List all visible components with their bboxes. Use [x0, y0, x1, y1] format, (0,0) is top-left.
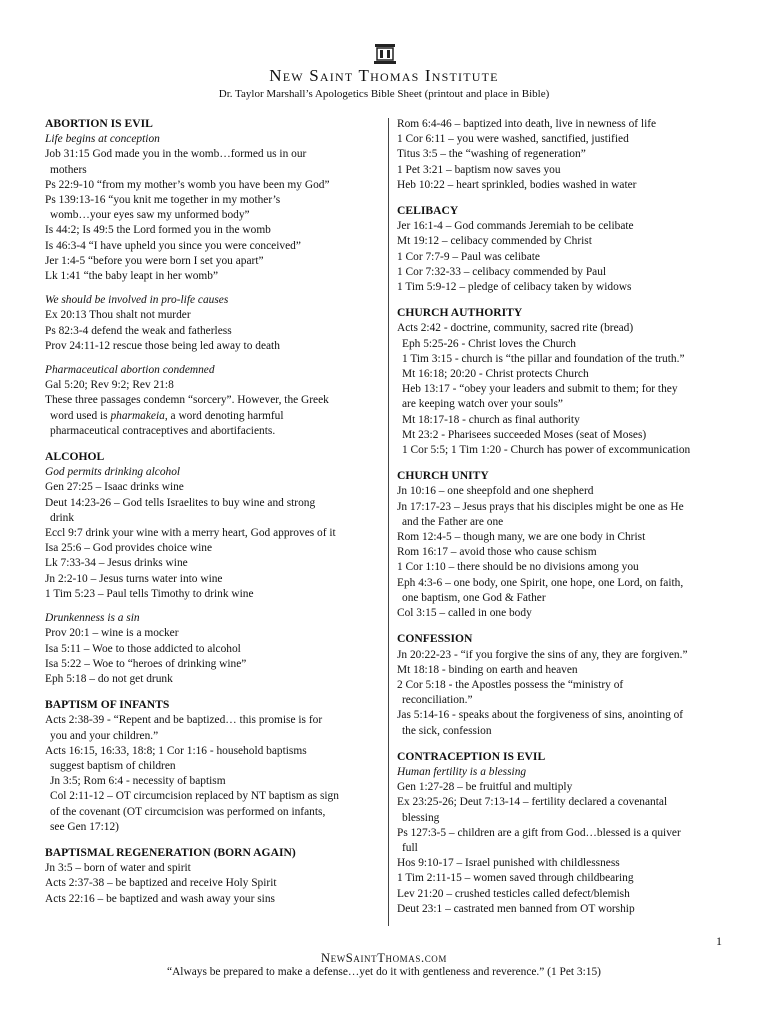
verse-line: Eccl 9:7 drink your wine with a merry heart, God approves of it: [45, 527, 336, 540]
verse-line: [45, 409, 380, 424]
verse-line: reconciliation.”: [402, 694, 473, 707]
verse-list: [45, 424, 380, 439]
verse-line: Hos 9:10-17 – Israel punished with childlessness: [397, 857, 620, 870]
verse-line: Deut 23:1 – castrated men banned from OT worship: [397, 902, 635, 915]
section-church-unity: [397, 468, 727, 621]
section-baptismal-regeneration: [45, 845, 380, 907]
subheading: Life begins at conception: [45, 133, 160, 146]
verse-line: Lev 21:20 – crushed testicles called defect/blemish: [397, 887, 630, 900]
section-heading: CONFESSION: [397, 632, 473, 646]
verse-line: one baptism, one God & Father: [402, 591, 546, 604]
verse-line: Jn 2:2-10 – Jesus turns water into wine: [45, 572, 223, 585]
verse-line: Ps 127:3-5 – children are a gift from God…blessed is a quiver: [397, 826, 681, 839]
verse-line: are keeping watch over your souls”: [402, 398, 563, 411]
verse-list: [45, 480, 380, 602]
verse-line: Col 2:11-12 – OT circumcision replaced by NT baptism as sign: [50, 790, 339, 803]
verse-line: Mt 23:2 - Pharisees succeeded Moses (seat of Moses): [402, 428, 647, 441]
verse-line: Gen 27:25 – Isaac drinks wine: [45, 481, 184, 494]
verse-line: Jn 17:17-23 – Jesus prays that his disciples might be one as He: [397, 500, 684, 513]
verse-line: Jer 16:1-4 – God commands Jeremiah to be celibate: [397, 220, 634, 233]
verse-line: 1 Tim 5:9-12 – pledge of celibacy taken by widows: [397, 281, 632, 294]
verse-line: 1 Tim 3:15 - church is “the pillar and foundation of the truth.”: [402, 352, 685, 365]
verse-line: 1 Cor 7:7-9 – Paul was celibate: [397, 250, 540, 263]
verse-line: Mt 16:18; 20:20 - Christ protects Church: [402, 368, 589, 381]
greek-word: pharmakeia: [110, 409, 165, 422]
verse-line: Job 31:15 God made you in the womb…formed us in our: [45, 148, 307, 161]
verse-line: Jer 1:4-5 “before you were born I set you apart”: [45, 254, 264, 267]
verse-line: Acts 2:38-39 - “Repent and be baptized… this promise is for: [45, 714, 323, 727]
section-confession: [397, 631, 727, 738]
subheading: Pharmaceutical abortion condemned: [45, 364, 215, 377]
verse-line: Ps 139:13-16 “you knit me together in my mother’s: [45, 194, 281, 207]
verse-line: Mt 19:12 – celibacy commended by Christ: [397, 235, 592, 248]
verse-list: [45, 308, 380, 354]
verse-line: Rom 6:4-46 – baptized into death, live in newness of life: [397, 118, 657, 130]
verse-line: Lk 1:41 “the baby leapt in her womb”: [45, 270, 219, 283]
column-divider: [388, 118, 389, 926]
verse-line: Prov 20:1 – wine is a mocker: [45, 627, 179, 640]
verse-list: [45, 626, 380, 687]
verse-line: 1 Cor 7:32-33 – celibacy commended by Paul: [397, 265, 607, 278]
footer-url: NewSaintThomas.com: [320, 951, 448, 965]
section-regeneration-continued: [397, 117, 727, 193]
section-church-authority: [397, 305, 727, 458]
verse-line: Isa 5:22 – Woe to “heroes of drinking wine”: [45, 657, 247, 670]
verse-line: Is 46:3-4 “I have upheld you since you were conceived”: [45, 239, 301, 252]
section-heading: CELIBACY: [397, 204, 459, 218]
section-heading: ABORTION IS EVIL: [45, 117, 153, 130]
verse-line: Jn 3:5; Rom 6:4 - necessity of baptism: [50, 775, 226, 788]
verse-line: Gen 1:27-28 – be fruitful and multiply: [397, 781, 573, 794]
verse-line: drink: [50, 511, 75, 524]
verse-line: These three passages condemn “sorcery”. However, the Greek: [45, 394, 329, 407]
section-abortion: [45, 116, 380, 439]
subheading: Drunkenness is a sin: [45, 612, 140, 625]
section-alcohol: [45, 449, 380, 687]
left-column: [45, 116, 380, 907]
verse-line: full: [402, 841, 418, 854]
subheading: We should be involved in pro-life causes: [45, 294, 229, 307]
verse-line: Mt 18:17-18 - church as final authority: [402, 413, 580, 426]
verse-text: word used is: [50, 409, 111, 422]
verse-line: Lk 7:33-34 – Jesus drinks wine: [45, 557, 188, 570]
section-celibacy: [397, 203, 727, 295]
verse-line: Isa 25:6 – God provides choice wine: [45, 542, 213, 555]
verse-line: Deut 14:23-26 – God tells Israelites to buy wine and strong: [45, 496, 316, 509]
verse-line: blessing: [402, 811, 440, 824]
verse-line: the sick, confession: [402, 724, 492, 737]
verse-list: [397, 321, 727, 458]
verse-line: Ps 22:9-10 “from my mother’s womb you have been my God”: [45, 178, 330, 191]
footer-quote: “Always be prepared to make a defense…yet do it with gentleness and reverence.” (1 Pet 3:15): [167, 966, 601, 978]
verse-text: , a word denoting harmful: [164, 409, 284, 422]
verse-list: [45, 147, 380, 284]
verse-line: Acts 22:16 – be baptized and wash away your sins: [45, 892, 275, 905]
verse-line: Prov 24:11-12 rescue those being led away to death: [45, 339, 280, 352]
verse-line: Gal 5:20; Rev 9:2; Rev 21:8: [45, 379, 174, 392]
verse-line: of the covenant (OT circumcision was performed on infants,: [50, 805, 326, 818]
verse-line: 1 Tim 5:23 – Paul tells Timothy to drink wine: [45, 587, 254, 600]
verse-line: Heb 13:17 - “obey your leaders and submit to them; for they: [402, 383, 678, 396]
section-baptism-infants: [45, 697, 380, 835]
verse-line: 1 Cor 1:10 – there should be no divisions among you: [397, 561, 639, 574]
verse-line: Acts 2:37-38 – be baptized and receive Holy Spirit: [45, 877, 277, 890]
verse-line: Isa 5:11 – Woe to those addicted to alcohol: [45, 642, 241, 655]
verse-line: Jn 10:16 – one sheepfold and one shepherd: [397, 485, 594, 498]
verse-line: Eph 5:25-26 - Christ loves the Church: [402, 337, 577, 350]
verse-line: Jn 20:22-23 - “if you forgive the sins of any, they are forgiven.”: [397, 648, 688, 661]
section-contraception: [397, 749, 727, 917]
verse-line: 1 Pet 3:21 – baptism now saves you: [397, 163, 561, 176]
section-heading: CHURCH AUTHORITY: [397, 306, 523, 320]
verse-line: Acts 16:15, 16:33, 18:8; 1 Cor 1:16 - household baptisms: [45, 744, 307, 757]
page-number: 1: [716, 934, 722, 948]
verse-line: Ex 23:25-26; Deut 7:13-14 – fertility declared a covenantal: [397, 796, 668, 809]
verse-line: Rom 16:17 – avoid those who cause schism: [397, 546, 597, 559]
subheading: God permits drinking alcohol: [45, 466, 181, 479]
verse-line: you and your children.”: [50, 729, 159, 742]
verse-list: [45, 861, 380, 907]
institute-title: New Saint Thomas Institute: [269, 66, 499, 85]
section-heading: ALCOHOL: [45, 450, 105, 464]
verse-line: Heb 10:22 – heart sprinkled, bodies washed in water: [397, 178, 637, 191]
section-heading: CONTRACEPTION IS EVIL: [397, 749, 546, 763]
verse-list: [397, 780, 727, 917]
verse-line: and the Father are one: [402, 515, 504, 528]
verse-line: Eph 5:18 – do not get drunk: [45, 672, 173, 685]
verse-line: 2 Cor 5:18 - the Apostles possess the “ministry of: [397, 678, 624, 691]
verse-list: [45, 378, 380, 408]
verse-line: Rom 12:4-5 – though many, we are one body in Christ: [397, 531, 646, 544]
verse-list: [397, 219, 727, 295]
subheading: Human fertility is a blessing: [397, 765, 527, 778]
verse-line: Jn 3:5 – born of water and spirit: [45, 862, 191, 875]
right-column: [397, 117, 727, 917]
verse-line: Titus 3:5 – the “washing of regeneration”: [397, 148, 586, 161]
verse-line: Mt 18:18 - binding on earth and heaven: [397, 663, 578, 676]
verse-line: Ex 20:13 Thou shalt not murder: [45, 309, 191, 322]
verse-list: [397, 484, 727, 621]
sheet-subtitle: Dr. Taylor Marshall’s Apologetics Bible Sheet (printout and place in Bible): [218, 88, 550, 100]
verse-line: Is 44:2; Is 49:5 the Lord formed you in the womb: [45, 224, 271, 237]
verse-line: Eph 4:3-6 – one body, one Spirit, one hope, one Lord, on faith,: [397, 576, 684, 589]
verse-line: pharmaceutical contraceptives and abortifacients.: [50, 424, 276, 437]
crest-icon: [373, 43, 397, 65]
verse-list: [397, 117, 727, 193]
section-heading: CHURCH UNITY: [397, 469, 489, 483]
verse-line: 1 Tim 2:11-15 – women saved through childbearing: [397, 872, 634, 885]
verse-line: suggest baptism of children: [50, 759, 176, 772]
verse-line: womb…your eyes saw my unformed body”: [50, 209, 250, 222]
verse-line: see Gen 17:12): [50, 820, 119, 833]
verse-line: Jas 5:14-16 - speaks about the forgiveness of sins, anointing of: [397, 709, 684, 722]
section-heading: BAPTISMAL REGENERATION (BORN AGAIN): [45, 845, 296, 859]
verse-line: Col 3:15 – called in one body: [397, 607, 532, 620]
verse-list: [397, 648, 727, 739]
verse-line: Acts 2:42 - doctrine, community, sacred rite (bread): [397, 322, 634, 335]
verse-line: mothers: [50, 163, 87, 176]
section-heading: BAPTISM OF INFANTS: [45, 698, 170, 712]
verse-list: [45, 713, 380, 835]
verse-line: 1 Cor 6:11 – you were washed, sanctified, justified: [397, 133, 629, 146]
verse-line: 1 Cor 5:5; 1 Tim 1:20 - Church has power of excommunication: [402, 444, 691, 457]
verse-line: Ps 82:3-4 defend the weak and fatherless: [45, 324, 232, 337]
